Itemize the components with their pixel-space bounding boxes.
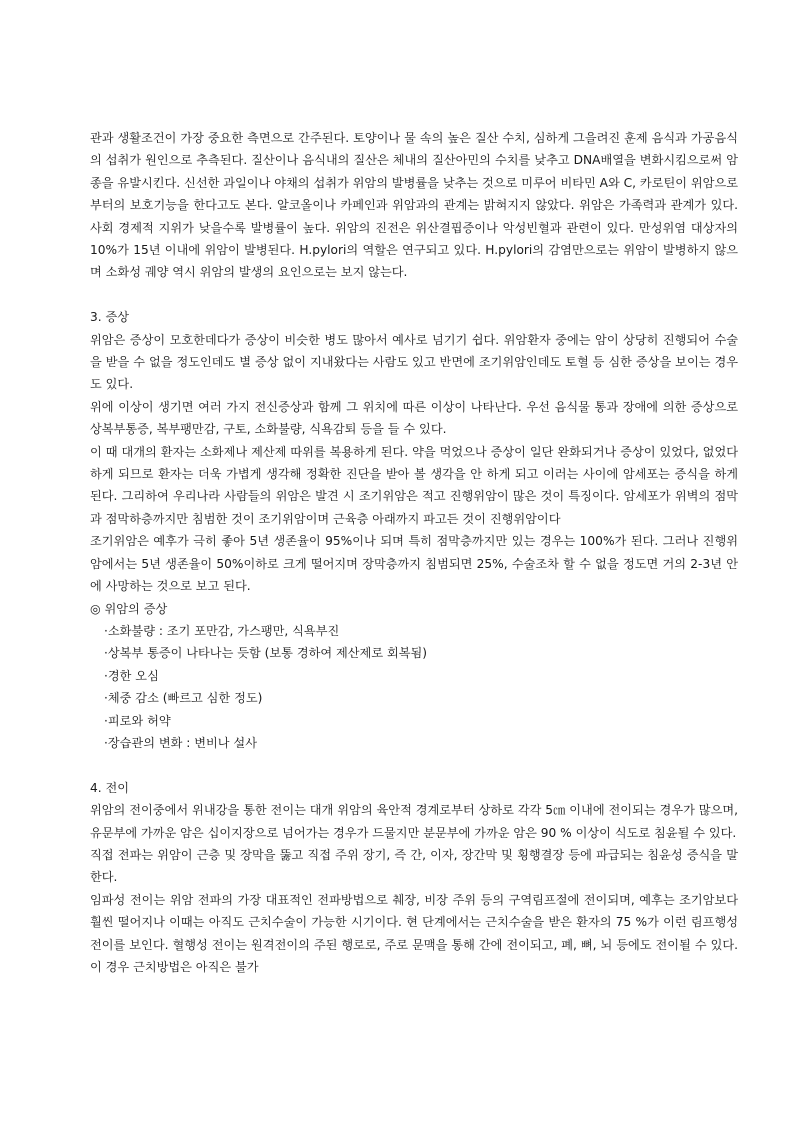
symptom-list — [90, 620, 738, 754]
section-3-paragraph-4: 조기위암은 예후가 극히 좋아 5년 생존율이 95%이나 되며 특히 점막층까지만 있는 경우는 100%가 된다. 그러나 진행위암에서는 5년 생존율이 50%이하로 크게 떨어지며 장막층까지 침범되면 25%, 수술조차 할 수 없을 정도면 거의 2-3년 안에 사망하는 것으로 보고 된다. — [90, 534, 738, 594]
symptom-item: ·장습관의 변화 : 변비나 설사 — [104, 735, 257, 750]
section-3-title: 3. 증상 — [90, 310, 130, 325]
symptom-item: ·소화불량 : 조기 포만감, 가스팽만, 식욕부진 — [104, 623, 340, 638]
section-4-paragraph-2: 직접 전파는 위암이 근층 및 장막을 뚫고 직접 주위 장기, 즉 간, 이자, 장간막 및 횡행결장 등에 파급되는 침윤성 증식을 말한다. — [90, 847, 738, 885]
section-spacer — [90, 754, 738, 776]
section-spacer — [90, 284, 738, 306]
intro-paragraph: 관과 생활조건이 가장 중요한 측면으로 간주된다. 토양이나 물 속의 높은 질산 수치, 심하게 그을려진 훈제 음식과 가공음식의 섭취가 원인으로 추측된다. 질산이나 음식내의 질산은 체내의 질산아민의 수치를 낮추고 DNA배열을 변화시킴으로써 암종을 유발시킨다. 신선한 과일이나 야채의 섭취가 위암의 발병률을 낮추는 것으로 미루어 비타민 A와 C, 카로틴이 위암으로부터의 보호기능을 한다고도 본다. 알코올이나 카페인과 위암과의 관계는 밝혀지지 않았다. 위암은 가족력과 관계가 있다. 사회 경제적 지위가 낮을수록 발병률이 높다. 위암의 진전은 위산결핍증이나 악성빈혈과 관련이 있다. 만성위염 대상자의 10%가 15년 이내에 위암이 발병된다. H.pylori의 역할은 연구되고 있다. H.pylori의 감염만으로는 위암이 발병하지 않으며 소화성 궤양 역시 위암의 발생의 요인으로는 보지 않는다. — [90, 131, 738, 280]
section-3-paragraph-1: 위암은 증상이 모호한데다가 증상이 비슷한 병도 많아서 예사로 넘기기 쉽다. 위암환자 중에는 암이 상당히 진행되어 수술을 받을 수 없을 정도인데도 별 증상 없이 지내왔다는 사람도 있고 반면에 조기위암인데도 토혈 등 심한 증상을 보이는 경우도 있다. — [90, 332, 738, 392]
symptom-item: ·피로와 허약 — [104, 713, 171, 728]
section-4-paragraph-3: 임파성 전이는 위암 전파의 가장 대표적인 전파방법으로 췌장, 비장 주위 등의 구역림프절에 전이되며, 예후는 조기암보다 훨씬 떨어지나 이때는 아직도 근치수술이 가능한 시기이다. 현 단계에서는 근치수술을 받은 환자의 75 %가 이런 림프행성 전이를 보인다. 혈행성 전이는 원격전이의 주된 행로로, 주로 문맥을 통해 간에 전이되고, 폐, 뼈, 뇌 등에도 전이될 수 있다. 이 경우 근치방법은 아직은 불가 — [90, 892, 738, 974]
section-3-paragraph-2: 위에 이상이 생기면 여러 가지 전신증상과 함께 그 위치에 따른 이상이 나타난다. 우선 음식물 통과 장애에 의한 증상으로 상복부통증, 복부팽만감, 구토, 소화불량, 식욕감퇴 등을 들 수 있다. — [90, 399, 738, 437]
section-4-title: 4. 전이 — [90, 780, 130, 795]
document-body — [90, 127, 738, 978]
section-4-paragraph-1: 위암의 전이중에서 위내강을 통한 전이는 대개 위암의 육안적 경계로부터 상하로 각각 5㎝ 이내에 전이되는 경우가 많으며, 유문부에 가까운 암은 십이지장으로 넘어가는 경우가 드물지만 분문부에 가까운 암은 90 % 이상이 식도로 침윤될 수 있다. — [90, 803, 738, 840]
symptom-list-heading: ◎ 위암의 증상 — [90, 601, 168, 616]
symptom-item: ·체중 감소 (빠르고 심한 정도) — [104, 691, 263, 706]
symptom-item: ·상복부 통증이 나타나는 듯함 (보통 경하여 제산제로 회복됨) — [104, 646, 428, 661]
symptom-item: ·경한 오심 — [104, 668, 159, 683]
section-3-paragraph-3: 이 때 대개의 환자는 소화제나 제산제 따위를 복용하게 된다. 약을 먹었으나 증상이 일단 완화되거나 증상이 있었다, 없었다 하게 되므로 환자는 더욱 가볍게 생각해 정확한 진단을 받아 볼 생각을 안 하게 되고 이러는 사이에 암세포는 증식을 하게 된다. 그리하여 우리나라 사람들의 위암은 발견 시 조기위암은 적고 진행위암이 많은 것이 특징이다. 암세포가 위벽의 점막과 점막하층까지만 침범한 것이 조기위암이며 근육층 아래까지 파고든 것이 진행위암이다 — [90, 444, 738, 526]
